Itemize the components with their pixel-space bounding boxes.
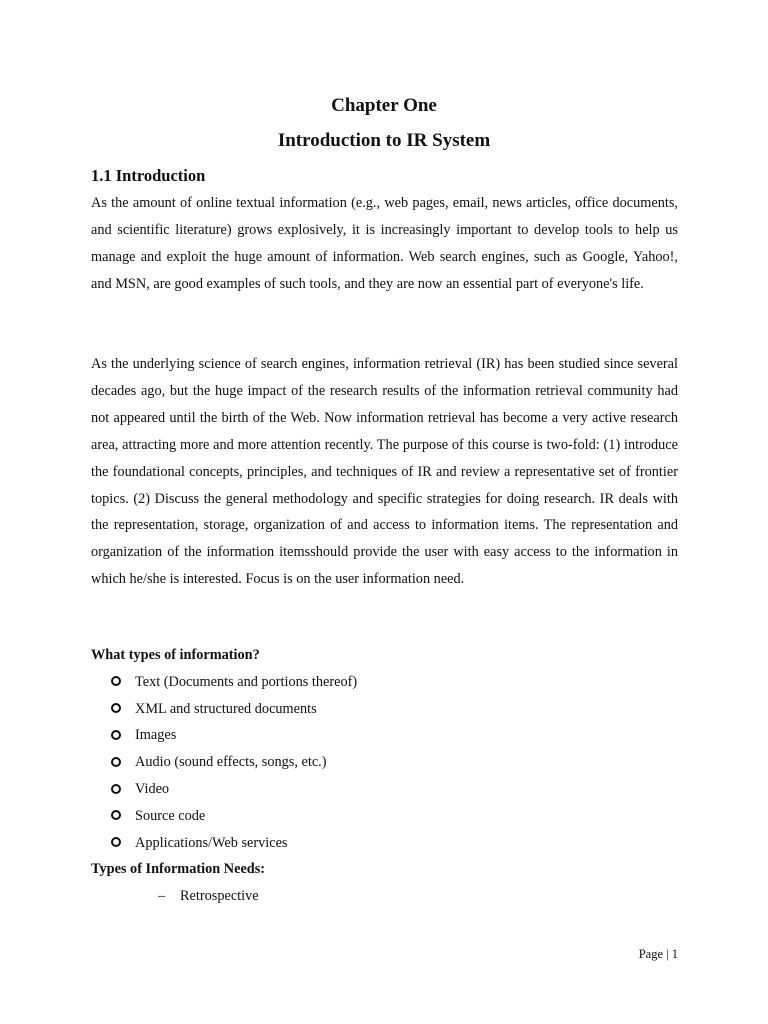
circle-bullet-icon [111,676,121,686]
circle-bullet-icon [111,703,121,713]
list-item [111,749,357,776]
intro-paragraph-1: As the amount of online textual information (e.g., web pages, email, news articles, office documents, and scientific literature) grows explosively, it is increasingly important to develop tools to help us manage and exploit the huge amount of information. Web search engines, such as Google, Yahoo!, and MSN, are good examples of such tools, and they are now an essential part of everyone's life. [91,195,678,292]
info-types-heading: What types of information? [91,647,260,663]
list-item [111,723,357,750]
list-item-text: Images [135,727,177,744]
circle-bullet-icon [111,837,121,847]
list-item-text: Text (Documents and portions thereof) [135,673,358,690]
intro-paragraph-2: As the underlying science of search engines, information retrieval (IR) has been studied since several decades ago, but the huge impact of the research results of the information retrieval community had not appeared until the birth of the Web. Now information retrieval has become a very active research area, attracting more and more attention recently. The purpose of this course is two-fold: (1) introduce the foundational concepts, principles, and techniques of IR and review a representative set of frontier topics. (2) Discuss the general methodology and specific strategies for doing research. IR deals with the representation, storage, organization of and access to information items. The representation and organization of the information itemsshould provide the user with easy access to the information in which he/she is interested. Focus is on the user information need. [91,356,678,588]
list-item-text: Video [135,781,170,798]
chapter-title: Introduction to IR System [277,130,491,151]
list-item-text: XML and structured documents [135,700,317,717]
list-item [111,803,357,830]
list-item [111,776,357,803]
list-item-text: Audio (sound effects, songs, etc.) [135,754,327,771]
info-types-list [111,669,357,857]
circle-bullet-icon [111,730,121,740]
list-item [111,696,357,723]
list-item-text: Applications/Web services [135,834,288,851]
chapter-label: Chapter One [331,95,437,116]
list-item-text: Source code [135,807,206,824]
circle-bullet-icon [111,810,121,820]
info-needs-heading: Types of Information Needs: [91,861,266,877]
circle-bullet-icon [111,784,121,794]
list-item [111,830,357,857]
list-item [158,884,259,908]
list-item-text: Retrospective [180,888,259,904]
circle-bullet-icon [111,757,121,767]
page-number: Page | 1 [638,947,678,961]
dash-bullet-icon: – [158,888,166,904]
list-item [111,669,357,696]
info-needs-list [158,884,259,908]
section-heading: 1.1 Introduction [91,166,206,185]
